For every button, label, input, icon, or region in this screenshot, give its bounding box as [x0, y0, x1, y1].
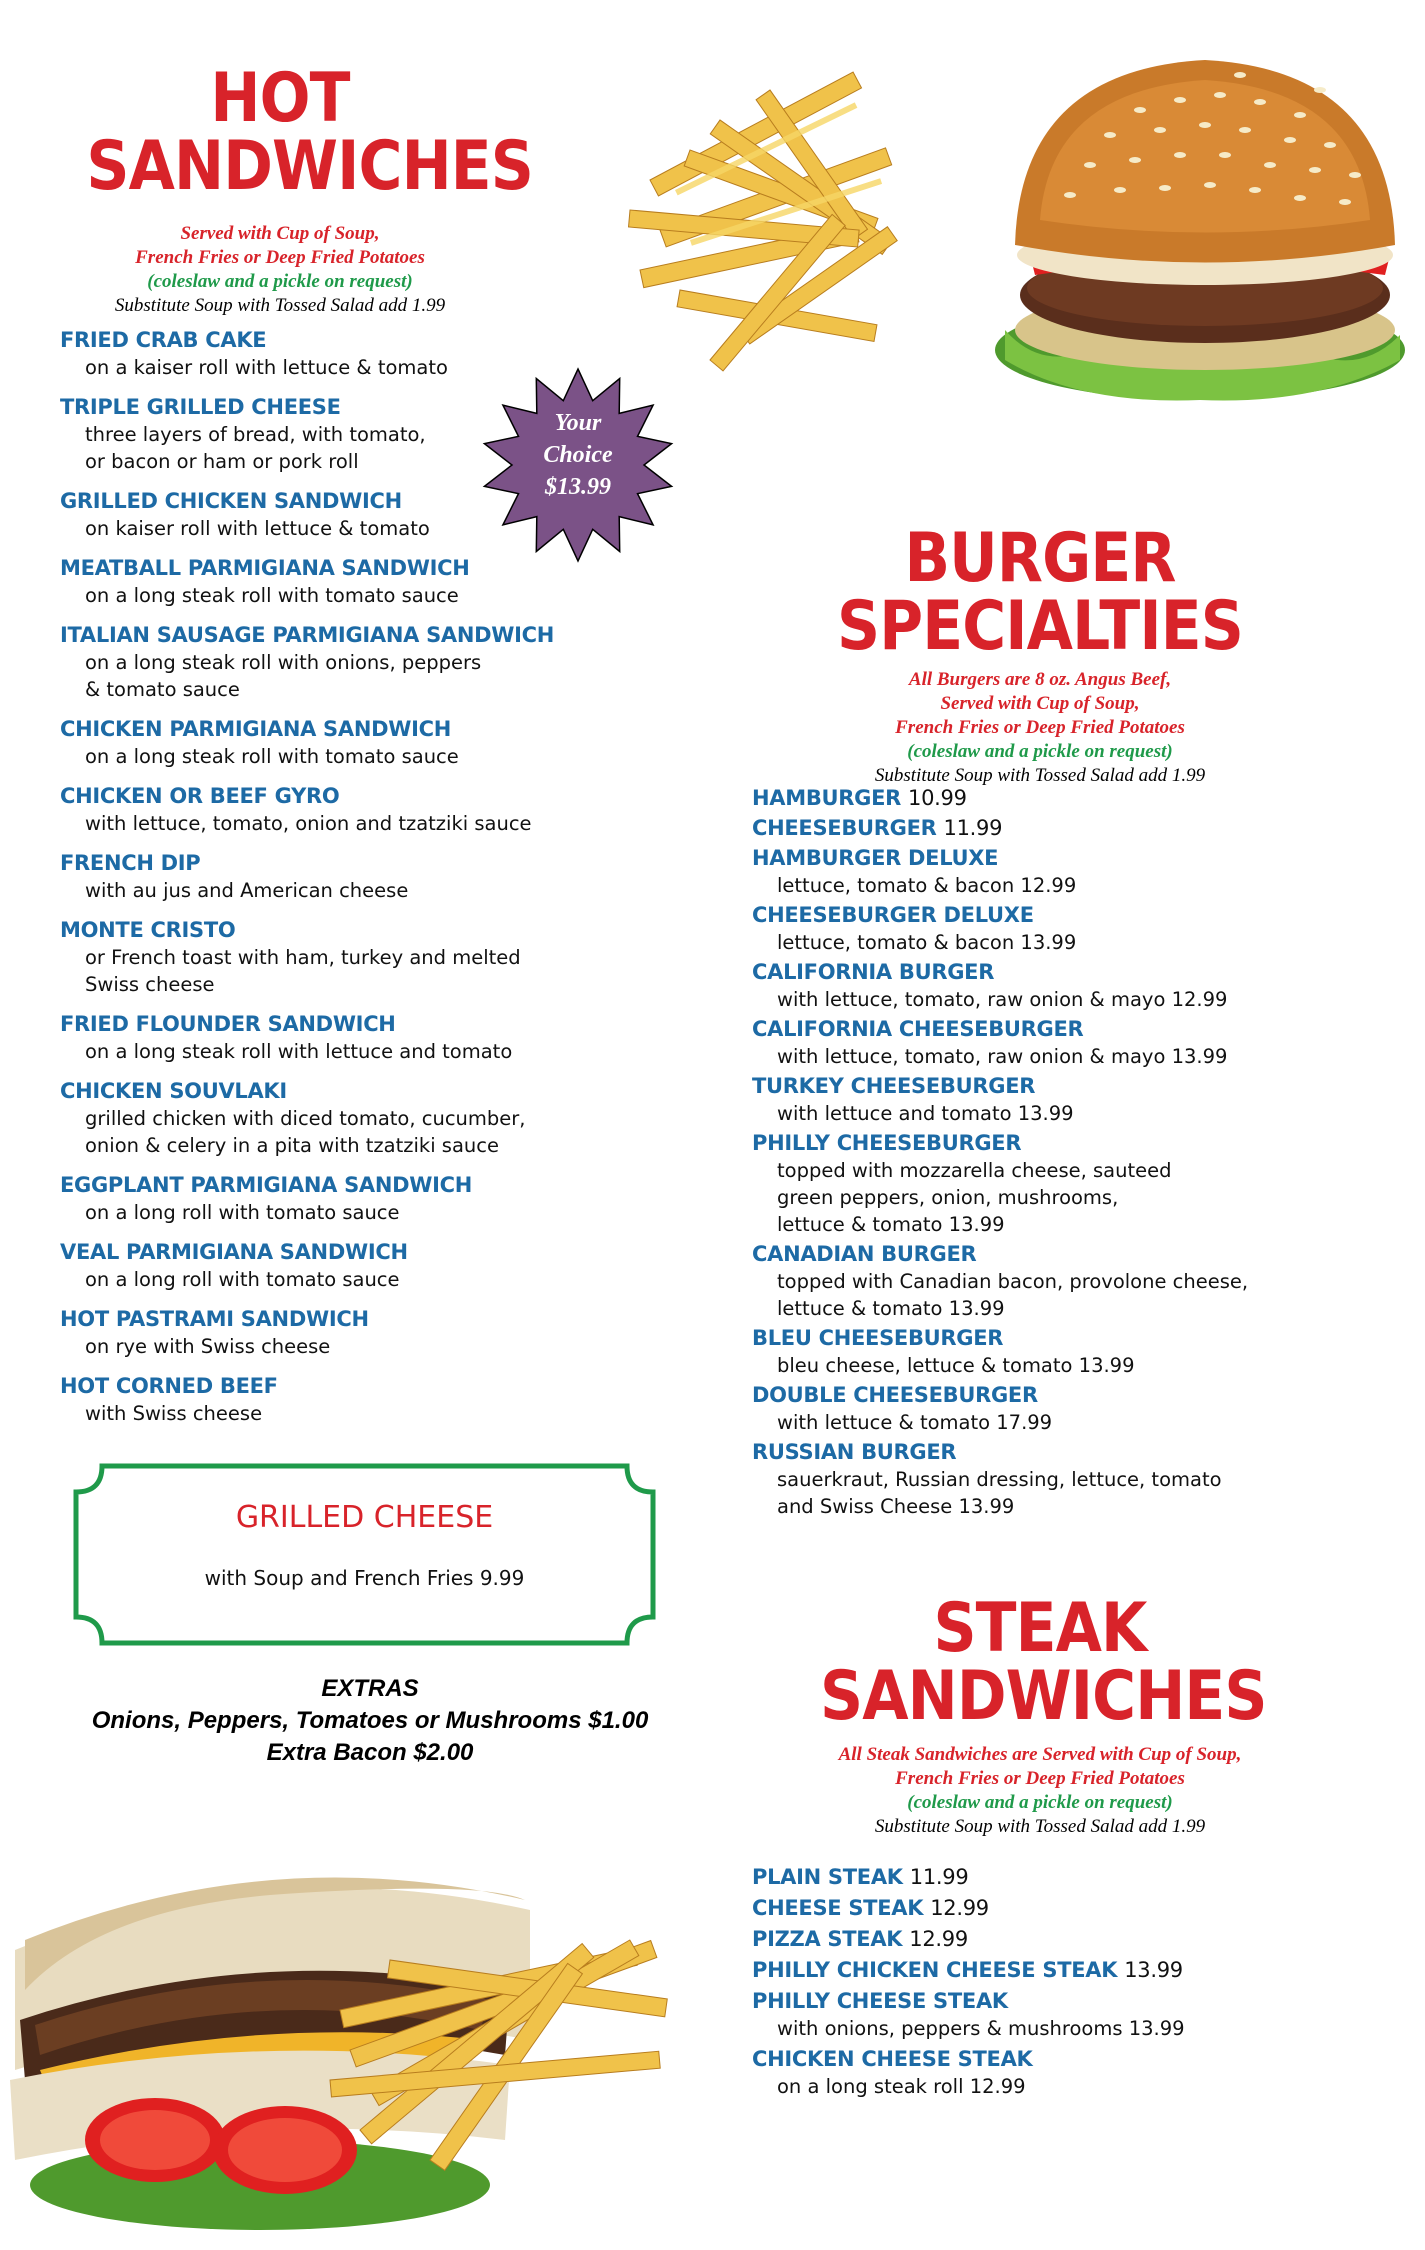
burger-illustration: [995, 60, 1405, 401]
steak-note: [770, 1743, 1310, 1839]
extras-line-2: Extra Bacon $2.00: [266, 1739, 474, 1766]
menu-item-description: topped with mozzarella cheese, sauteed green peppers, onion, mushrooms, lettuce & tomato 13.99: [777, 1159, 1172, 1236]
item-name-text: PHILLY CHEESE STEAK: [752, 1989, 1008, 2013]
grilled-cheese-desc: with Soup and French Fries 9.99: [204, 1566, 525, 1590]
menu-item-name: [752, 814, 1412, 842]
menu-item-description: or French toast with ham, turkey and melted Swiss cheese: [85, 946, 521, 996]
menu-item-description: grilled chicken with diced tomato, cucumber, onion & celery in a pita with tzatziki sauce: [85, 1107, 526, 1157]
menu-item-name: [752, 1894, 1412, 1922]
menu-item-description: on kaiser roll with lettuce & tomato: [85, 517, 430, 540]
menu-item-name: [752, 1129, 1412, 1157]
steak-note-black: Substitute Soup with Tossed Salad add 1.99: [874, 1816, 1206, 1837]
item-price: 12.99: [930, 1896, 989, 1920]
menu-item: [752, 1381, 1412, 1436]
menu-item-name: [60, 1238, 620, 1266]
extras-line-1: Onions, Peppers, Tomatoes or Mushrooms $1.00: [91, 1707, 649, 1734]
menu-item: [752, 784, 1412, 812]
menu-item-description: with lettuce, tomato, onion and tzatziki sauce: [85, 812, 532, 835]
menu-item-name: [752, 1324, 1412, 1352]
item-name-text: HAMBURGER DELUXE: [752, 846, 999, 870]
menu-item: [60, 1077, 620, 1159]
menu-item-description: on a long steak roll with tomato sauce: [85, 584, 459, 607]
item-name-text: CALIFORNIA CHEESEBURGER: [752, 1017, 1084, 1041]
item-price: 11.99: [909, 1865, 969, 1889]
menu-item-name: [752, 1240, 1412, 1268]
steak-note-red: All Steak Sandwiches are Served with Cup of Soup, French Fries or Deep Fried Potatoes: [838, 1744, 1242, 1789]
steak-title-line-2: SANDWICHES: [820, 1657, 1267, 1736]
menu-item: [752, 1987, 1412, 2042]
item-name-text: CHEESEBURGER: [752, 816, 937, 840]
menu-item-description: three layers of bread, with tomato, or bacon or ham or pork roll: [85, 423, 426, 473]
menu-item-name: [752, 1863, 1412, 1891]
menu-item: [60, 849, 620, 904]
item-name-text: CHEESEBURGER DELUXE: [752, 903, 1034, 927]
menu-item-name: [752, 1956, 1412, 1984]
menu-item: [752, 2045, 1412, 2100]
menu-item-name: [60, 621, 620, 649]
menu-item: [60, 1010, 620, 1065]
menu-item: [60, 1305, 620, 1360]
badge-line-3: $13.99: [545, 474, 611, 500]
burger-note: [790, 668, 1290, 788]
item-name-text: CHEESE STEAK: [752, 1896, 924, 1920]
item-name-text: CHICKEN PARMIGIANA SANDWICH: [60, 717, 452, 741]
grilled-cheese-box: [72, 1462, 657, 1647]
menu-item-name: [752, 2045, 1412, 2073]
burger-note-red: All Burgers are 8 oz. Angus Beef, Served with Cup of Soup, French Fries or Deep Fried Potatoes: [895, 669, 1185, 738]
menu-item-name: [752, 1987, 1412, 2015]
menu-item-name: [60, 916, 620, 944]
hot-note-red: Served with Cup of Soup, French Fries or Deep Fried Potatoes: [135, 223, 425, 268]
menu-item-name: [752, 784, 1412, 812]
menu-item: [752, 1072, 1412, 1127]
item-name-text: PHILLY CHICKEN CHEESE STEAK: [752, 1958, 1118, 1982]
item-name-text: HAMBURGER: [752, 786, 902, 810]
burger-specialties-list: [752, 784, 1412, 1522]
menu-item: [60, 1171, 620, 1226]
item-name-text: TRIPLE GRILLED CHEESE: [60, 395, 341, 419]
item-name-text: MEATBALL PARMIGIANA SANDWICH: [60, 556, 470, 580]
item-price: 12.99: [909, 1927, 968, 1951]
hot-sandwiches-note: [60, 222, 500, 318]
item-name-text: FRIED FLOUNDER SANDWICH: [60, 1012, 396, 1036]
burger-title-line-1: BURGER: [904, 519, 1176, 598]
menu-item-name: [60, 1077, 620, 1105]
menu-item-name: [60, 1010, 620, 1038]
steak-sandwiches-title: [820, 1589, 1267, 1736]
menu-item-description: with lettuce, tomato, raw onion & mayo 12.99: [777, 988, 1228, 1011]
item-name-text: FRENCH DIP: [60, 851, 201, 875]
menu-item-name: [60, 782, 620, 810]
menu-item: [60, 1372, 620, 1427]
menu-item-description: on rye with Swiss cheese: [85, 1335, 331, 1358]
cheesesteak-image: [10, 1840, 695, 2240]
menu-item-name: [60, 1372, 620, 1400]
menu-item-name: [752, 1925, 1412, 1953]
menu-item-name: [60, 1305, 620, 1333]
menu-item: [752, 1129, 1412, 1238]
item-name-text: VEAL PARMIGIANA SANDWICH: [60, 1240, 408, 1264]
item-name-text: GRILLED CHICKEN SANDWICH: [60, 489, 402, 513]
menu-item: [752, 1438, 1412, 1520]
menu-item-description: on a long steak roll with tomato sauce: [85, 745, 459, 768]
menu-item: [60, 782, 620, 837]
menu-item-description: on a long roll with tomato sauce: [85, 1268, 400, 1291]
menu-item-name: [752, 1015, 1412, 1043]
menu-item-name: [752, 958, 1412, 986]
item-name-text: BLEU CHEESEBURGER: [752, 1326, 1004, 1350]
menu-item: [752, 1015, 1412, 1070]
menu-item: [752, 1956, 1412, 1984]
item-name-text: EGGPLANT PARMIGIANA SANDWICH: [60, 1173, 473, 1197]
burger-and-fries-image: [620, 30, 1420, 470]
menu-item-description: lettuce, tomato & bacon 12.99: [777, 874, 1077, 897]
menu-item: [752, 958, 1412, 1013]
menu-item: [752, 1863, 1412, 1891]
item-name-text: CHICKEN SOUVLAKI: [60, 1079, 287, 1103]
menu-item: [752, 1324, 1412, 1379]
item-name-text: CALIFORNIA BURGER: [752, 960, 995, 984]
burger-title-line-2: SPECIALTIES: [837, 587, 1243, 666]
menu-item-description: with Swiss cheese: [85, 1402, 263, 1425]
hot-title-line-2: SANDWICHES: [86, 127, 534, 206]
item-name-text: FRIED CRAB CAKE: [60, 328, 267, 352]
item-name-text: DOUBLE CHEESEBURGER: [752, 1383, 1038, 1407]
menu-item-description: lettuce, tomato & bacon 13.99: [777, 931, 1077, 954]
item-name-text: CHICKEN OR BEEF GYRO: [60, 784, 340, 808]
menu-item-name: [752, 1438, 1412, 1466]
menu-item-description: bleu cheese, lettuce & tomato 13.99: [777, 1354, 1135, 1377]
menu-item: [752, 1240, 1412, 1322]
menu-item-description: on a kaiser roll with lettuce & tomato: [85, 356, 448, 379]
item-name-text: TURKEY CHEESEBURGER: [752, 1074, 1036, 1098]
menu-item-description: on a long steak roll with onions, peppers & tomato sauce: [85, 651, 482, 701]
menu-item-name: [60, 326, 620, 354]
menu-item: [752, 901, 1412, 956]
menu-item-description: sauerkraut, Russian dressing, lettuce, tomato and Swiss Cheese 13.99: [777, 1468, 1222, 1518]
hot-sandwiches-title: [86, 59, 534, 206]
item-price: 11.99: [943, 816, 1003, 840]
menu-item-description: with lettuce, tomato, raw onion & mayo 13.99: [777, 1045, 1228, 1068]
grilled-cheese-title: GRILLED CHEESE: [235, 1500, 494, 1535]
extras-title: EXTRAS: [321, 1675, 419, 1702]
menu-item: [752, 1925, 1412, 1953]
menu-item-description: topped with Canadian bacon, provolone cheese, lettuce & tomato 13.99: [777, 1270, 1249, 1320]
menu-item-name: [60, 849, 620, 877]
menu-item-name: [752, 1381, 1412, 1409]
menu-item-description: on a long roll with tomato sauce: [85, 1201, 400, 1224]
menu-item-description: with au jus and American cheese: [85, 879, 409, 902]
menu-item-description: with lettuce and tomato 13.99: [777, 1102, 1074, 1125]
hot-note-green: (coleslaw and a pickle on request): [147, 271, 413, 292]
item-name-text: ITALIAN SAUSAGE PARMIGIANA SANDWICH: [60, 623, 555, 647]
menu-item-description: on a long steak roll 12.99: [777, 2075, 1026, 2098]
item-name-text: CANADIAN BURGER: [752, 1242, 977, 1266]
badge-line-2: Choice: [543, 442, 613, 468]
item-name-text: HOT CORNED BEEF: [60, 1374, 278, 1398]
burger-specialties-title: [820, 519, 1260, 666]
box-border: [72, 1462, 657, 1647]
item-name-text: RUSSIAN BURGER: [752, 1440, 957, 1464]
menu-item-name: [60, 715, 620, 743]
menu-item: [60, 715, 620, 770]
menu-item: [60, 916, 620, 998]
menu-item-description: on a long steak roll with lettuce and tomato: [85, 1040, 513, 1063]
menu-item-name: [752, 844, 1412, 872]
menu-item: [60, 621, 620, 703]
hot-title-line-1: HOT: [210, 59, 350, 138]
menu-item-description: with onions, peppers & mushrooms 13.99: [777, 2017, 1185, 2040]
menu-item: [752, 814, 1412, 842]
item-name-text: PLAIN STEAK: [752, 1865, 903, 1889]
fries-illustration: [629, 72, 898, 371]
menu-item: [752, 1894, 1412, 1922]
menu-item-name: [60, 1171, 620, 1199]
steak-sandwiches-list: [752, 1863, 1412, 2103]
item-name-text: HOT PASTRAMI SANDWICH: [60, 1307, 369, 1331]
item-name-text: CHICKEN CHEESE STEAK: [752, 2047, 1033, 2071]
burger-note-green: (coleslaw and a pickle on request): [907, 741, 1173, 762]
item-price: 10.99: [908, 786, 967, 810]
item-name-text: PIZZA STEAK: [752, 1927, 903, 1951]
your-choice-badge: [478, 365, 678, 565]
item-price: 13.99: [1124, 1958, 1183, 1982]
burger-note-black: Substitute Soup with Tossed Salad add 1.99: [874, 765, 1206, 786]
extras-block: [40, 1673, 700, 1769]
badge-line-1: Your: [554, 410, 602, 436]
menu-item: [60, 1238, 620, 1293]
hot-note-black: Substitute Soup with Tossed Salad add 1.99: [114, 295, 446, 316]
item-name-text: PHILLY CHEESEBURGER: [752, 1131, 1022, 1155]
steak-title-line-1: STEAK: [933, 1589, 1147, 1668]
item-name-text: MONTE CRISTO: [60, 918, 236, 942]
menu-item-name: [752, 901, 1412, 929]
menu-item: [752, 844, 1412, 899]
steak-note-green: (coleslaw and a pickle on request): [907, 1792, 1173, 1813]
menu-item-description: with lettuce & tomato 17.99: [777, 1411, 1053, 1434]
menu-item-name: [752, 1072, 1412, 1100]
